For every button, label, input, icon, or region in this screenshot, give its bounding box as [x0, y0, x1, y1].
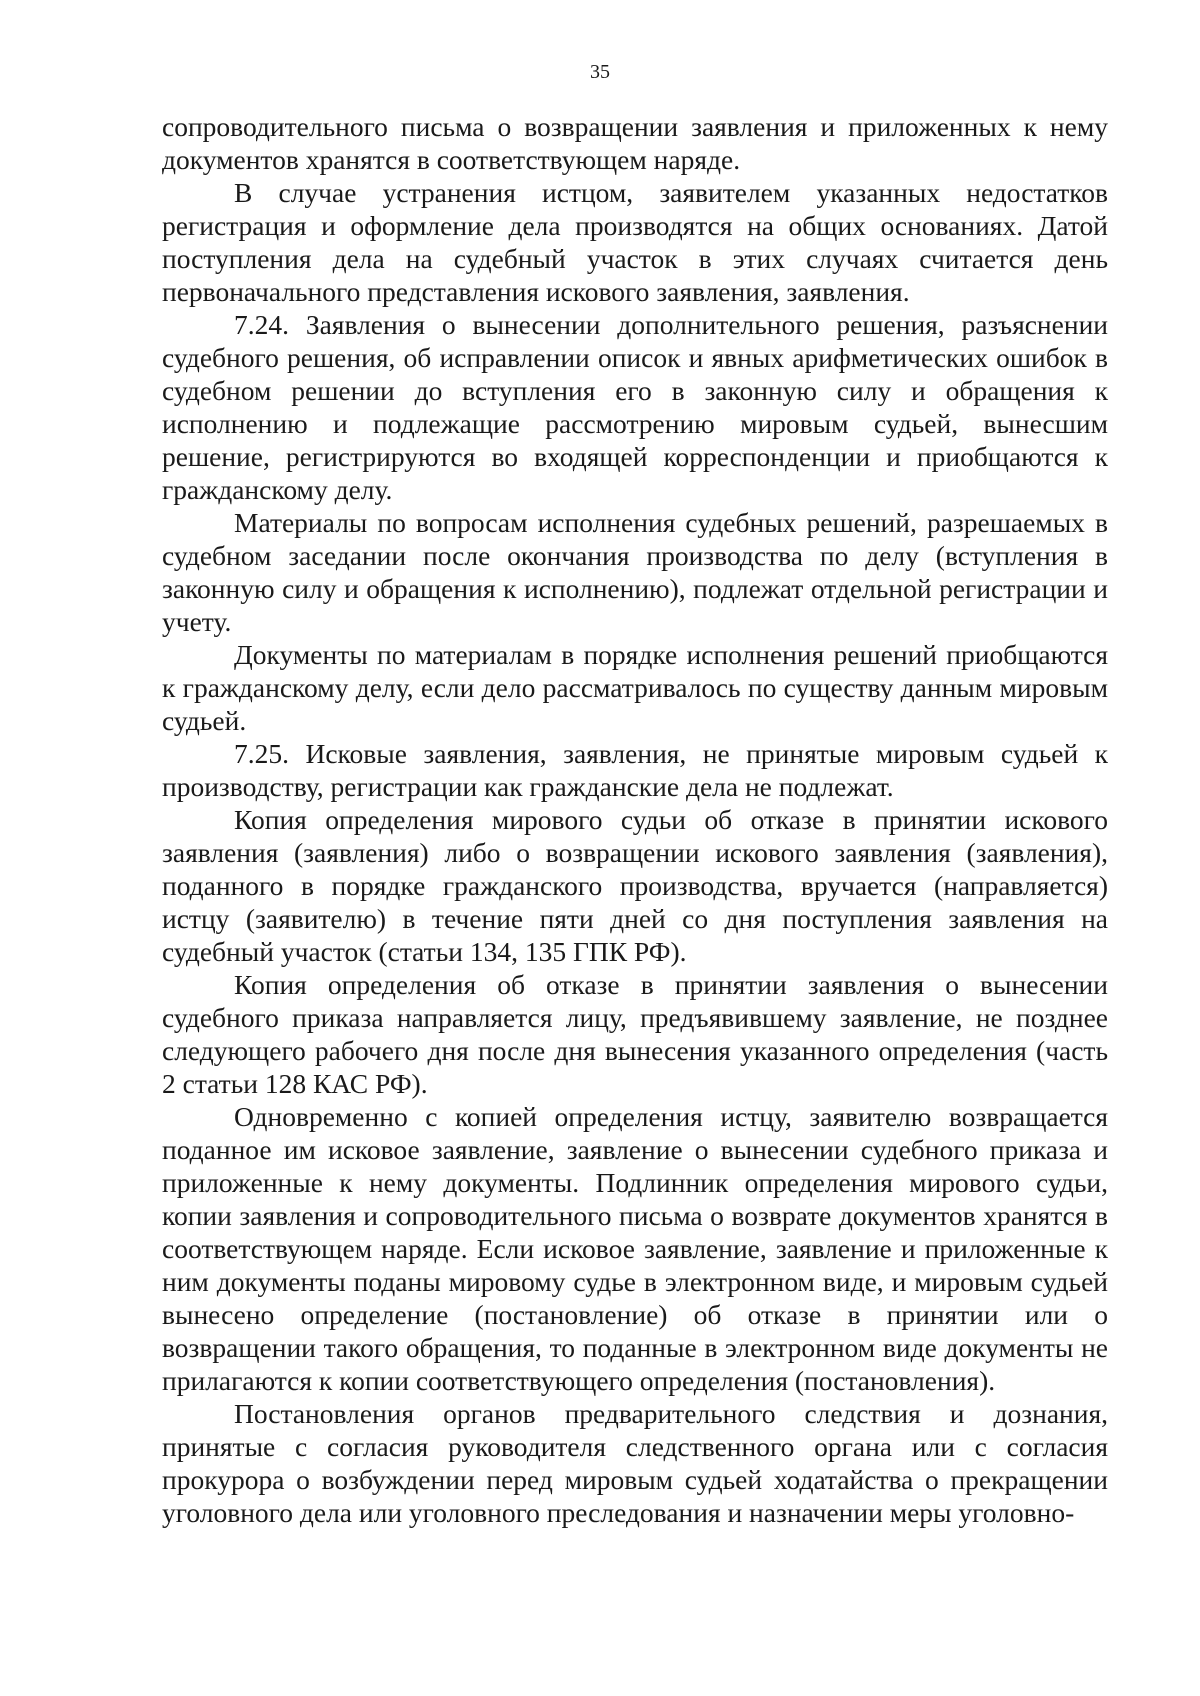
paragraph-7-24: 7.24. Заявления о вынесении дополнительного решения, разъяснении судебного решения, об исправлении описок и явных арифметических ошибок в судебном решении до вступления его в законную силу и обращения к исполнению и подлежащие рассмотрению мировым судьей, вынесшим решение, регистрируются во входящей корреспонденции и приобщаются к гражданскому делу. [162, 309, 1108, 505]
page-number: 35 [590, 61, 610, 83]
paragraph: Документы по материалам в порядке исполнения решений приобщаются к гражданскому делу, если дело рассматривалось по существу данным мировым судьей. [162, 639, 1108, 736]
paragraph-7-25: 7.25. Исковые заявления, заявления, не принятые мировым судьей к производству, регистрации как гражданские дела не подлежат. [162, 738, 1108, 802]
document-body [162, 110, 1108, 1529]
paragraph: Копия определения мирового судьи об отказе в принятии искового заявления (заявления) либо о возвращении искового заявления (заявления), поданного в порядке гражданского производства, вручается (направляется) истцу (заявителю) в течение пяти дней со дня поступления заявления на судебный участок (статьи 134, 135 ГПК РФ). [162, 804, 1108, 967]
paragraph: Постановления органов предварительного следствия и дознания, принятые с согласия руководителя следственного органа или с согласия прокурора о возбуждении перед мировым судьей ходатайства о прекращении уголовного дела или уголовного преследования и назначении меры уголовно- [162, 1398, 1108, 1528]
paragraph: Материалы по вопросам исполнения судебных решений, разрешаемых в судебном заседании после окончания производства по делу (вступления в законную силу и обращения к исполнению), подлежат отдельной регистрации и учету. [162, 507, 1108, 637]
paragraph: Одновременно с копией определения истцу, заявителю возвращается поданное им исковое заявление, заявление о вынесении судебного приказа и приложенные к нему документы. Подлинник определения мирового судьи, копии заявления и сопроводительного письма о возврате документов хранятся в соответствующем наряде. Если исковое заявление, заявление и приложенные к ним документы поданы мировому судье в электронном виде, и мировым судьей вынесено определение (постановление) об отказе в принятии или о возвращении такого обращения, то поданные в электронном виде документы не прилагаются к копии соответствующего определения (постановления). [162, 1101, 1108, 1396]
paragraph: Копия определения об отказе в принятии заявления о вынесении судебного приказа направляется лицу, предъявившему заявление, не позднее следующего рабочего дня после дня вынесения указанного определения (часть 2 статьи 128 КАС РФ). [162, 969, 1108, 1099]
paragraph: В случае устранения истцом, заявителем указанных недостатков регистрация и оформление дела производятся на общих основаниях. Датой поступления дела на судебный участок в этих случаях считается день первоначального представления искового заявления, заявления. [162, 177, 1108, 307]
paragraph-continuation: сопроводительного письма о возвращении заявления и приложенных к нему документов хранятся в соответствующем наряде. [162, 111, 1108, 175]
